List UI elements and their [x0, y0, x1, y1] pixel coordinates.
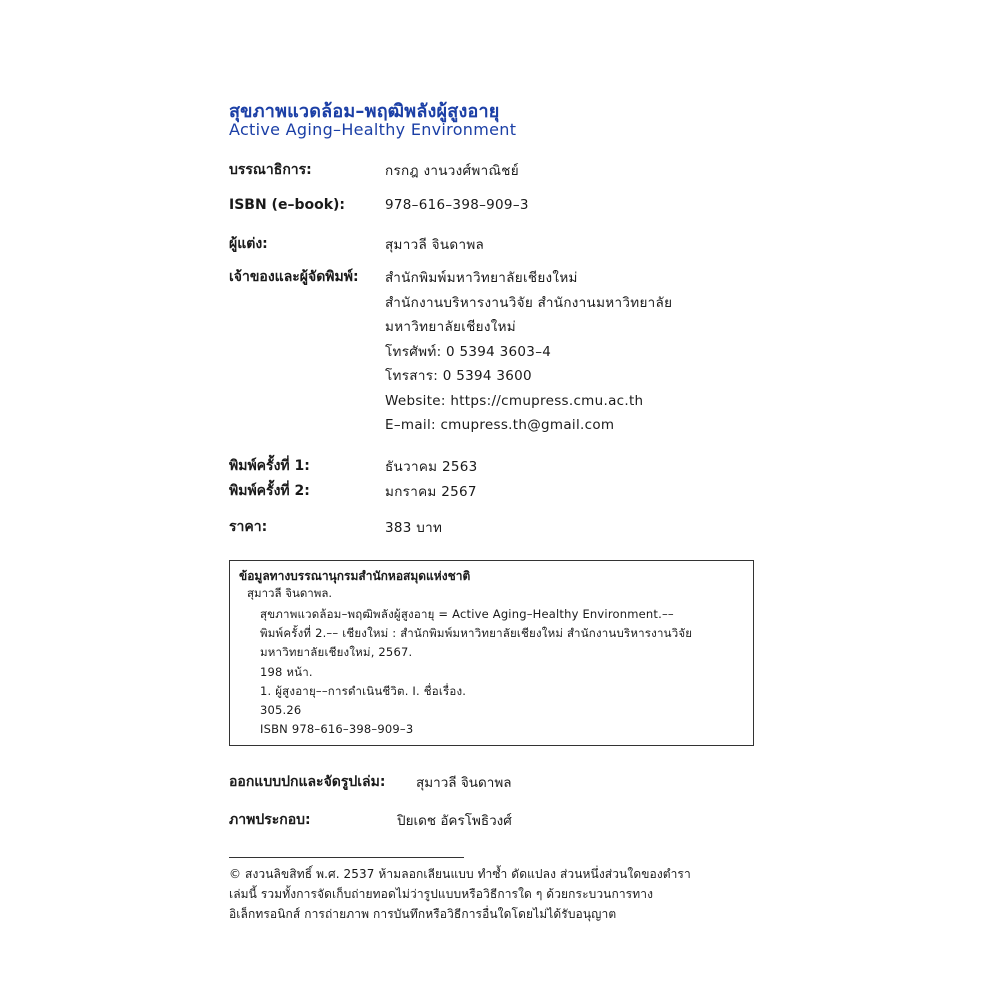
- publisher-office: สำนักงานบริหารงานวิจัย สำนักงานมหาวิทยาลัย: [385, 294, 673, 311]
- cip-title: ข้อมูลทางบรรณานุกรมสำนักหอสมุดแห่งชาติ: [239, 569, 471, 583]
- printing-label-1: พิมพ์ครั้งที่ 1:: [229, 458, 310, 474]
- copyright-line: เล่มนี้ รวมทั้งการจัดเก็บถ่ายทอดไม่ว่ารูปแบบหรือวิธีการใด ๆ ด้วยกระบวนการทาง: [229, 887, 654, 901]
- cip-line: 198 หน้า.: [260, 664, 313, 679]
- publisher-lines: [385, 266, 672, 438]
- cip-line: พิมพ์ครั้งที่ 2.–– เชียงใหม่ : สำนักพิมพ์มหาวิทยาลัยเชียงใหม่ สำนักงานบริหารงานวิจัย: [260, 626, 693, 641]
- cip-lines: [260, 605, 692, 739]
- cip-line: สุขภาพแวดล้อม–พฤฒิพลังผู้สูงอายุ = Active Aging–Healthy Environment.––: [260, 607, 674, 621]
- publisher-label: เจ้าของและผู้จัดพิมพ์:: [229, 269, 359, 285]
- publisher-fax: โทรสาร: 0 5394 3600: [385, 368, 532, 384]
- cip-line: มหาวิทยาลัยเชียงใหม่, 2567.: [260, 645, 413, 660]
- cip-line: ISBN 978–616–398–909–3: [260, 722, 414, 737]
- printing-label-2: พิมพ์ครั้งที่ 2:: [229, 483, 310, 499]
- design-value: สุมาวลี จินดาพล: [416, 775, 512, 791]
- copyright-line: อิเล็กทรอนิกส์ การถ่ายภาพ การบันทึกหรือวิธีการอื่นใดโดยไม่ได้รับอนุญาต: [229, 907, 617, 921]
- publisher-name: สำนักพิมพ์มหาวิทยาลัยเชียงใหม่: [385, 270, 578, 286]
- publisher-website: Website: https://cmupress.cmu.ac.th: [385, 392, 644, 409]
- isbn-label: ISBN (e–book):: [229, 197, 346, 213]
- copyright-notice: [229, 864, 759, 924]
- publisher-phone: โทรศัพท์: 0 5394 3603–4: [385, 343, 552, 360]
- printing-value-1: ธันวาคม 2563: [385, 459, 478, 475]
- illustration-value: ปิยเดช อัครโพธิวงศ์: [397, 813, 512, 829]
- publisher-university: มหาวิทยาลัยเชียงใหม่: [385, 319, 516, 335]
- cip-line: 1. ผู้สูงอายุ––การดำเนินชีวิต. I. ชื่อเรื่อง.: [260, 683, 467, 698]
- isbn-value: 978–616–398–909–3: [385, 197, 529, 213]
- title-english: Active Aging–Healthy Environment: [229, 120, 517, 139]
- price-label: ราคา:: [229, 519, 268, 535]
- price-value: 383 บาท: [385, 520, 443, 536]
- cip-box: [229, 560, 754, 746]
- cip-line: 305.26: [260, 702, 302, 717]
- illustration-label: ภาพประกอบ:: [229, 812, 311, 828]
- copyright-line: © สงวนลิขสิทธิ์ พ.ศ. 2537 ห้ามลอกเลียนแบบ ทำซ้ำ ดัดแปลง ส่วนหนึ่งส่วนใดของตำรา: [229, 867, 691, 881]
- publisher-email: E–mail: cmupress.th@gmail.com: [385, 417, 615, 433]
- footnote-divider: [229, 857, 464, 858]
- design-label: ออกแบบปกและจัดรูปเล่ม:: [229, 774, 386, 790]
- cip-author: สุมาวลี จินดาพล.: [247, 586, 333, 600]
- author-value: สุมาวลี จินดาพล: [385, 237, 485, 253]
- printing-value-2: มกราคม 2567: [385, 484, 477, 500]
- author-label: ผู้แต่ง:: [229, 236, 268, 252]
- editor-label: บรรณาธิการ:: [229, 162, 312, 178]
- editor-value: กรกฎ งานวงศ์พาณิชย์: [385, 163, 519, 179]
- title-thai: สุขภาพแวดล้อม–พฤฒิพลังผู้สูงอายุ: [229, 101, 500, 122]
